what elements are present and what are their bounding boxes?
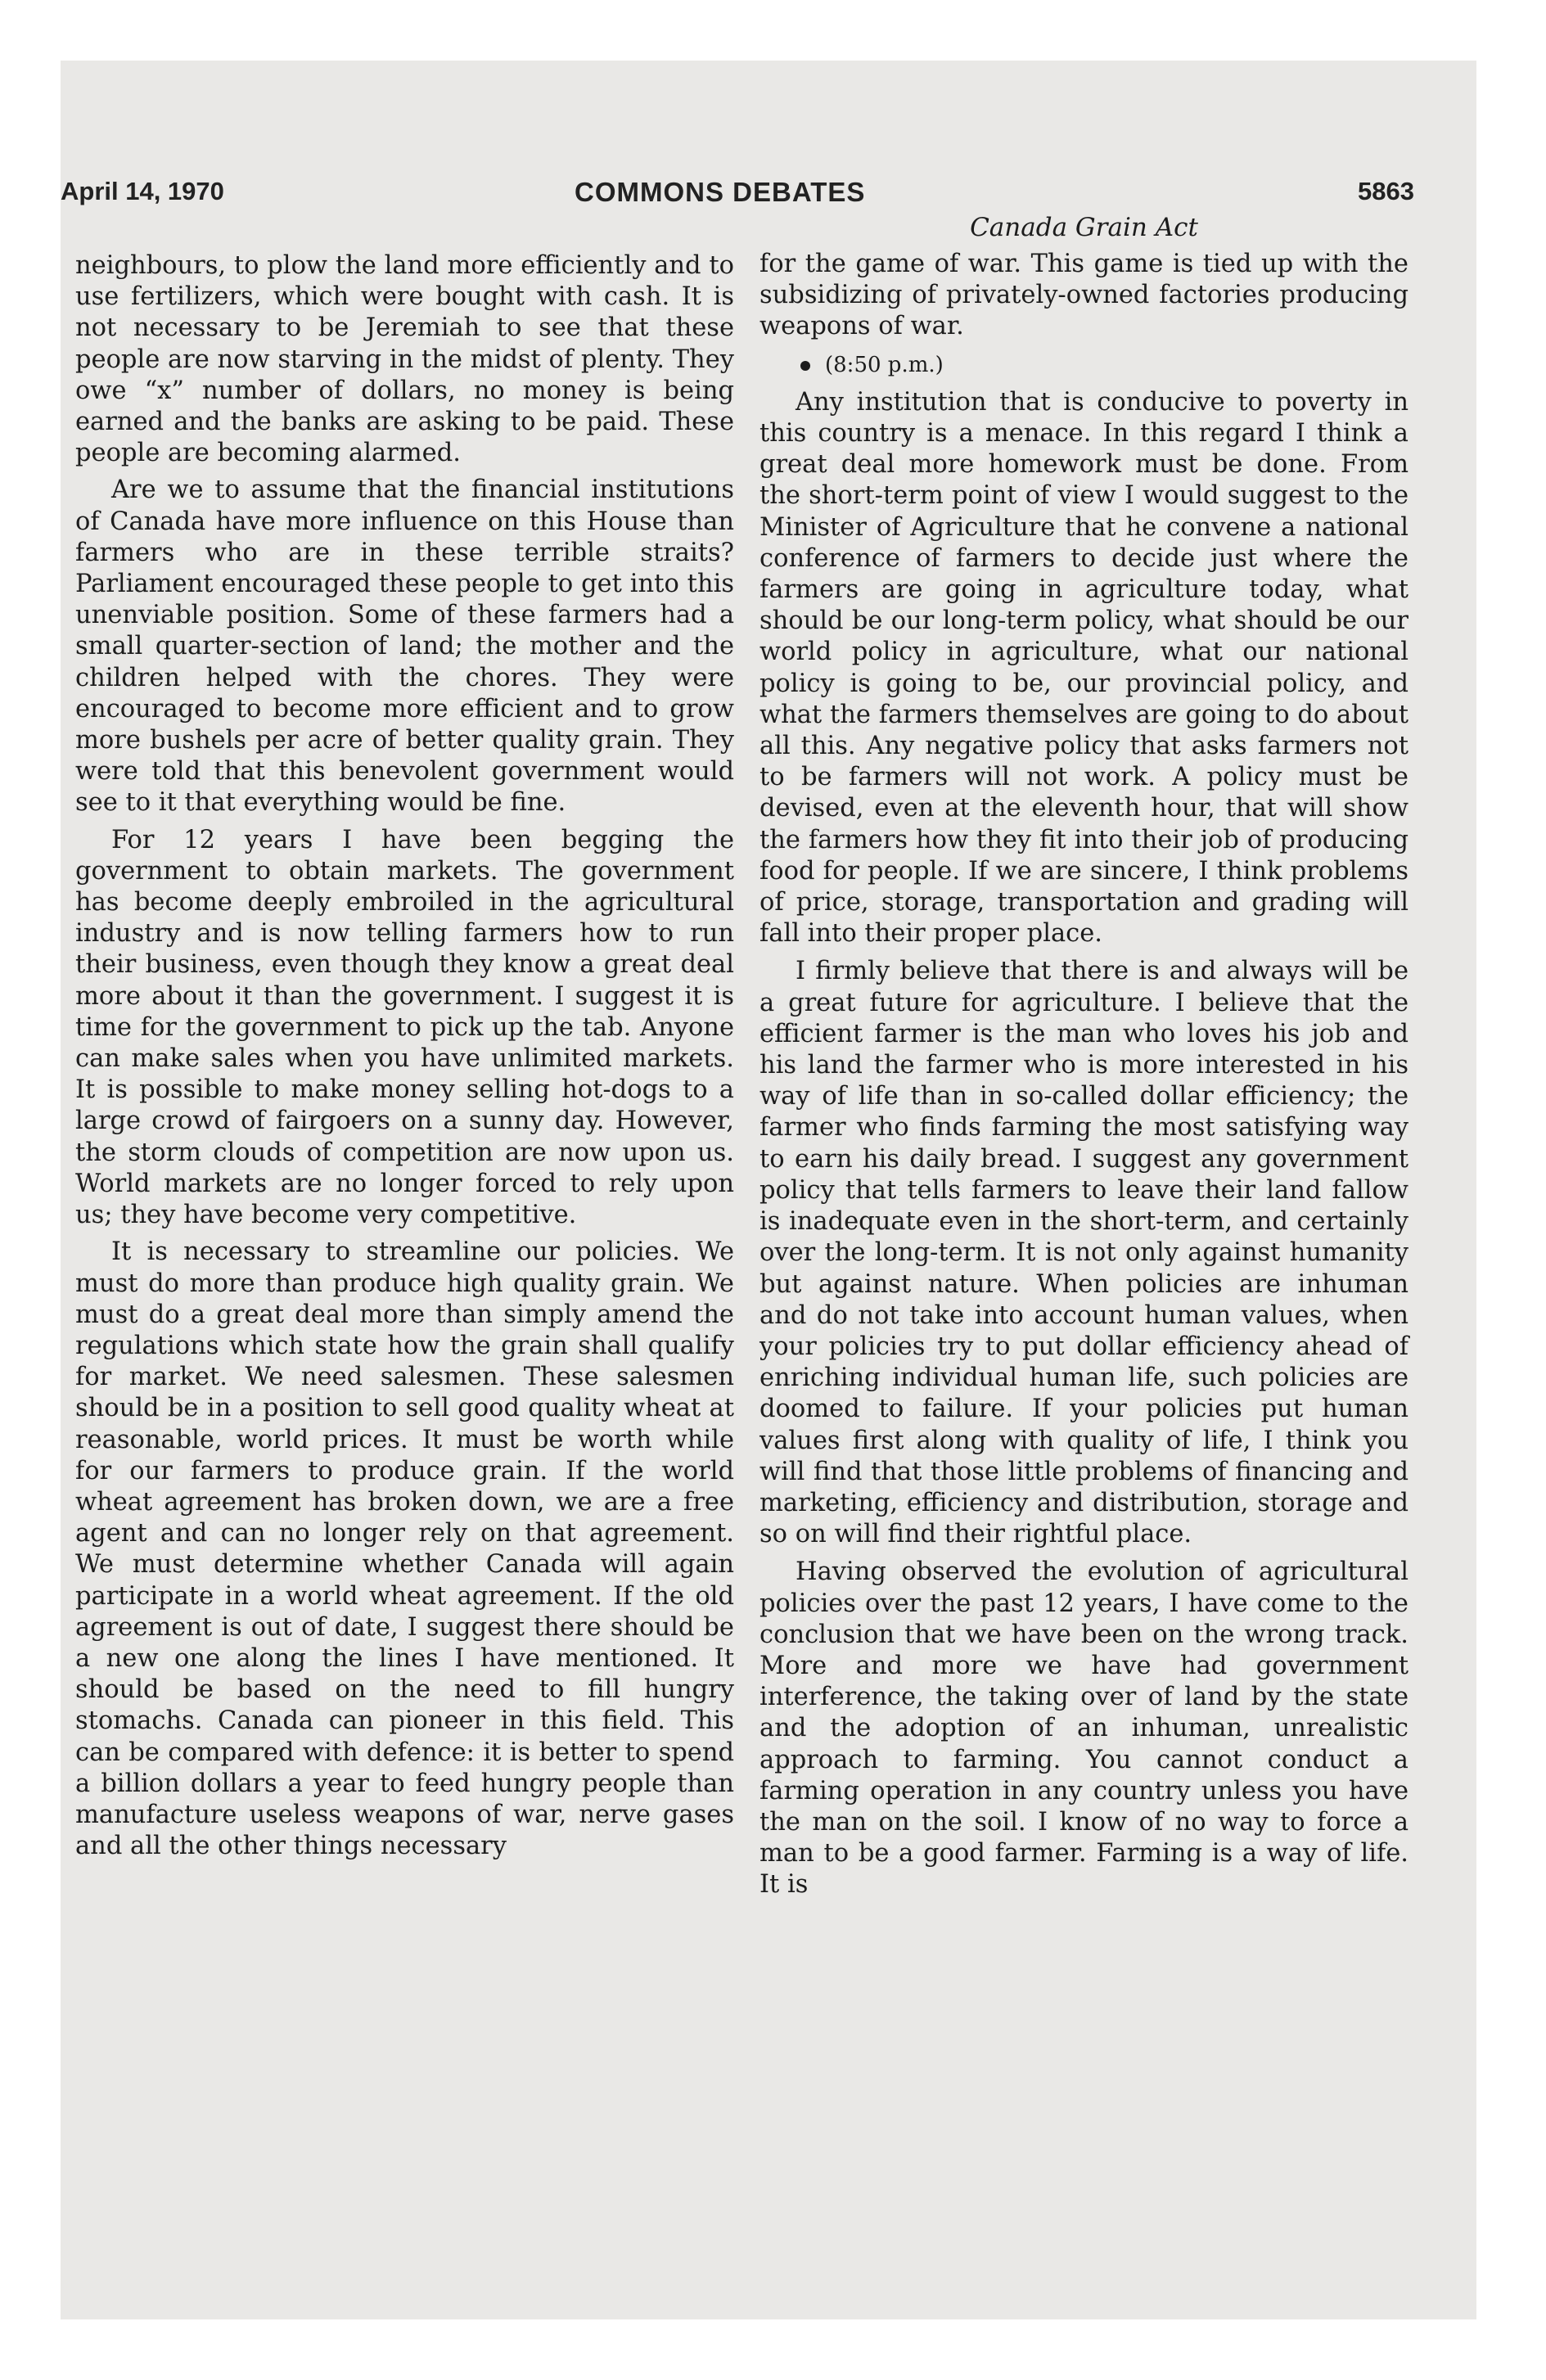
header-page-number: 5863: [1358, 177, 1414, 205]
left-paragraph: neighbours, to plow the land more efficiently and to use fertilizers, which were bought with cash. It is not necessary to be Jeremiah to see that these people are now starving in the midst of plenty. They owe “x” number of dollars, no money is being earned and the banks are asking to be paid. These people are becoming alarmed.: [75, 251, 734, 468]
header-title: COMMONS DEBATES: [575, 177, 866, 207]
page-header: [61, 177, 1414, 210]
right-paragraph: I firmly believe that there is and always will be a great future for agriculture. I believe that the efficient farmer is the man who loves his job and his land the farmer who is more interested in his way of life than in so-called dollar efficiency; the farmer who finds farming the most satisfying way to earn his daily bread. I suggest any government policy that tells farmers to leave their land fallow is inadequate even in the short-term, and certainly over the long-term. It is not only against humanity but against nature. When policies are inhuman and do not take into account human values, when your policies try to put dollar efficiency ahead of enriching individual human life, such policies are doomed to failure. If your policies put human values first along with quality of life, I think you will find that those little problems of financing and marketing, efficiency and distribution, storage and so on will find their rightful place.: [759, 957, 1409, 1549]
bullet-icon: [800, 361, 810, 371]
section-subhead: Canada Grain Act: [970, 213, 1198, 242]
right-column: [759, 211, 1409, 1901]
right-continuation: for the game of war. This game is tied up with the subsidizing of privately-owned factories producing weapons of war.: [759, 250, 1409, 341]
left-column: [75, 250, 734, 1862]
header-date: April 14, 1970: [61, 177, 224, 205]
time-mark: [759, 349, 1409, 381]
left-paragraph: It is necessary to streamline our policies. We must do more than produce high quality grain. We must do a great deal more than simply amend the regulations which state how the grain shall qualify for market. We need salesmen. These salesmen should be in a position to sell good quality wheat at reasonable, world prices. It must be worth while for our farmers to produce grain. If the world wheat agreement has broken down, we are a free agent and can no longer rely on that agreement. We must determine whether Canada will again participate in a world wheat agreement. If the old agreement is out of date, I suggest there should be a new one along the lines I have mentioned. It should be based on the need to fill hungry stomachs. Canada can pioneer in this field. This can be compared with defence: it is better to spend a billion dollars a year to feed hungry people than manufacture useless weapons of war, nerve gases and all the other things necessary: [75, 1237, 734, 1861]
time-mark-text: (8:50 p.m.): [825, 352, 944, 377]
left-paragraph: For 12 years I have been begging the government to obtain markets. The government has become deeply embroiled in the agricultural industry and is now telling farmers how to run their business, even though they know a great deal more about it than the government. I suggest it is time for the government to pick up the tab. Anyone can make sales when you have unlimited markets. It is possible to make money selling hot-dogs to a large crowd of fairgoers on a sunny day. However, the storm clouds of competition are now upon us. World markets are no longer forced to rely upon us; they have become very competitive.: [75, 825, 734, 1230]
right-paragraph: Having observed the evolution of agricultural policies over the past 12 years, I have come to the conclusion that we have been on the wrong track. More and more we have had government interference, the taking over of land by the state and the adoption of an inhuman, unrealistic approach to farming. You cannot conduct a farming operation in any country unless you have the man on the soil. I know of no way to force a man to be a good farmer. Farming is a way of life. It is: [759, 1557, 1409, 1900]
left-paragraph: Are we to assume that the financial institutions of Canada have more influence on this House than farmers who are in these terrible straits? Parliament encouraged these people to get into this unenviable position. Some of these farmers had a small quarter-section of land; the mother and the children helped with the chores. They were encouraged to become more efficient and to grow more bushels per acre of better quality grain. They were told that this benevolent government would see to it that everything would be fine.: [75, 476, 734, 818]
right-paragraph: Any institution that is conducive to poverty in this country is a menace. In this regard I think a great deal more homework must be done. From the short-term point of view I would suggest to the Minister of Agriculture that he convene a national conference of farmers to decide just where the farmers are going in agriculture today, what should be our long-term policy, what should be our world policy in agriculture, what our national policy is going to be, our provincial policy, and what the farmers themselves are going to do about all this. Any negative policy that asks farmers not to be farmers will not work. A policy must be devised, even at the eleventh hour, that will show the farmers how they fit into their job of producing food for people. If we are sincere, I think problems of price, storage, transportation and grading will fall into their proper place.: [759, 387, 1409, 949]
